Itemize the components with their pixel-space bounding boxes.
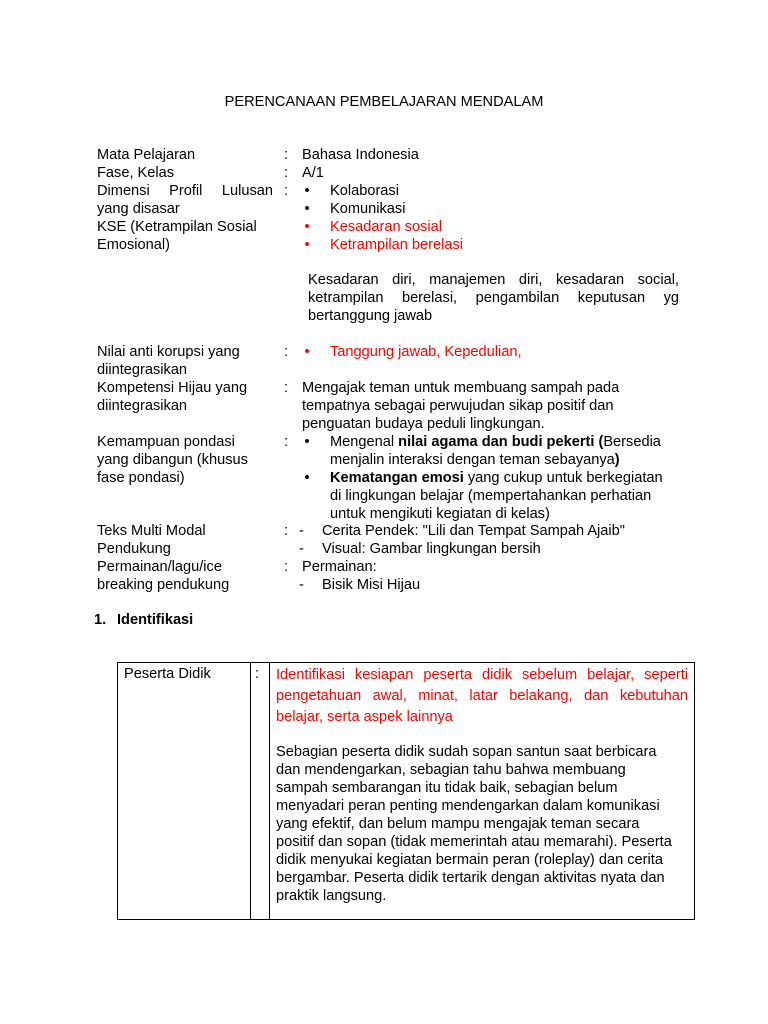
colon: : bbox=[284, 523, 289, 539]
kompetensi-line: Mengajak teman untuk membuang sampah pada bbox=[302, 380, 620, 396]
bullet-icon: • bbox=[304, 237, 310, 253]
dash: - bbox=[299, 577, 304, 593]
label-kemampuan-pondasi: Kemampuan pondasi bbox=[97, 434, 235, 450]
colon: : bbox=[284, 559, 289, 575]
label-permainan: Permainan/lagu/ice bbox=[97, 559, 222, 575]
table-body-line: sampah sembarangan itu tidak baik, sebagian belum bbox=[276, 780, 618, 796]
teks-item: Visual: Gambar lingkungan bersih bbox=[322, 541, 541, 557]
dimensi-item: Komunikasi bbox=[330, 201, 406, 217]
label-fase-kelas: Fase, Kelas bbox=[97, 165, 175, 181]
kse-paragraph: Kesadaran diri, manajemen diri, kesadaran social, ketrampilan berelasi, pengambilan keputusan yg bertanggung jawab bbox=[308, 272, 679, 324]
dash: - bbox=[299, 523, 304, 539]
table-body-line: dan mendengarkan, sebagian tahu bahwa membuang bbox=[276, 762, 626, 778]
table-body-line: yang efektif, dan belum mampu mengajak teman secara bbox=[276, 816, 640, 832]
pondasi-item-1-line2 bbox=[330, 451, 620, 469]
pondasi-item-2-rest: yang cukup untuk berkegiatan bbox=[463, 470, 663, 486]
table-divider bbox=[269, 663, 270, 919]
table-body-line: praktik langsung. bbox=[276, 888, 387, 904]
label-teks-multi-modal-2: Pendukung bbox=[97, 541, 171, 557]
table-body-line: positif dan sopan (tidak memerintah atau memarahi). Peserta bbox=[276, 834, 672, 850]
pondasi-item-1 bbox=[330, 433, 661, 451]
label-mata-pelajaran: Mata Pelajaran bbox=[97, 147, 196, 163]
colon: : bbox=[284, 344, 289, 360]
pondasi-item-1-bold: nilai agama dan budi pekerti ( bbox=[398, 434, 604, 450]
table-body-line: menyadari peran penting mendengarkan dalam komunikasi bbox=[276, 798, 660, 814]
label-kompetensi-hijau-2: diintegrasikan bbox=[97, 398, 188, 414]
label-kse-2: Emosional) bbox=[97, 237, 170, 253]
label-nilai-anti-korupsi-2: diintegrasikan bbox=[97, 362, 188, 378]
kompetensi-line: penguatan budaya peduli lingkungan. bbox=[302, 416, 545, 432]
label-teks-multi-modal: Teks Multi Modal bbox=[97, 523, 206, 539]
bullet-icon: • bbox=[304, 183, 310, 199]
pondasi-item-1-close: ) bbox=[614, 452, 620, 468]
label-nilai-anti-korupsi: Nilai anti korupsi yang bbox=[97, 344, 240, 360]
table-body-line: didik menyukai kegiatan bermain peran (roleplay) dan cerita bbox=[276, 852, 663, 868]
page-title: PERENCANAAN PEMBELAJARAN MENDALAM bbox=[224, 94, 544, 110]
pondasi-item-2-line3: untuk mengikuti kegiatan di kelas) bbox=[330, 506, 550, 522]
colon: : bbox=[284, 434, 289, 450]
kompetensi-line: tempatnya sebagai perwujudan sikap positif dan bbox=[302, 398, 614, 414]
bullet-icon: • bbox=[304, 344, 310, 360]
nilai-item: Tanggung jawab, Kepedulian, bbox=[330, 344, 522, 360]
table-red-text: Identifikasi kesiapan peserta didik sebelum belajar, seperti pengetahuan awal, minat, latar belakang, dan kebutuhan belajar, serta aspek lainnya bbox=[276, 667, 688, 725]
bullet-icon: • bbox=[304, 434, 310, 450]
label-kse: KSE (Ketrampilan Sosial bbox=[97, 219, 257, 235]
label-permainan-2: breaking pendukung bbox=[97, 577, 230, 593]
dash: - bbox=[299, 541, 304, 557]
pondasi-item-2-bold: Kematangan emosi bbox=[330, 470, 464, 486]
table-colon: : bbox=[255, 666, 260, 682]
label-dimensi-profil: Dimensi Profil Lulusan bbox=[97, 183, 273, 199]
pondasi-item-1-line2-text: menjalin interaksi dengan teman sebayanya bbox=[330, 452, 615, 468]
table-divider bbox=[250, 663, 251, 919]
permainan-item: Bisik Misi Hijau bbox=[322, 577, 421, 593]
teks-item: Cerita Pendek: "Lili dan Tempat Sampah Ajaib" bbox=[322, 523, 625, 539]
label-kemampuan-pondasi-3: fase pondasi) bbox=[97, 470, 185, 486]
bullet-icon: • bbox=[304, 470, 310, 486]
label-kemampuan-pondasi-2: yang dibangun (khusus bbox=[97, 452, 248, 468]
colon: : bbox=[284, 165, 289, 181]
section-number: 1. bbox=[94, 612, 107, 628]
value-permainan: Permainan: bbox=[302, 559, 377, 575]
pondasi-item-1-prefix: Mengenal bbox=[330, 434, 399, 450]
label-kompetensi-hijau: Kompetensi Hijau yang bbox=[97, 380, 248, 396]
identifikasi-table bbox=[117, 662, 695, 920]
bullet-icon: • bbox=[304, 219, 310, 235]
kse-item: Ketrampilan berelasi bbox=[330, 237, 464, 253]
table-label: Peserta Didik bbox=[124, 666, 211, 682]
section-heading: Identifikasi bbox=[117, 612, 194, 628]
colon: : bbox=[284, 380, 289, 396]
pondasi-item-2-line2: di lingkungan belajar (mempertahankan perhatian bbox=[330, 488, 652, 504]
label-dimensi-profil-2: yang disasar bbox=[97, 201, 180, 217]
pondasi-item-2 bbox=[330, 469, 663, 487]
table-body-line: bergambar. Peserta didik tertarik dengan aktivitas nyata dan bbox=[276, 870, 665, 886]
pondasi-item-1-rest: Bersedia bbox=[603, 434, 661, 450]
value-mata-pelajaran: Bahasa Indonesia bbox=[302, 147, 419, 163]
colon: : bbox=[284, 147, 289, 163]
colon: : bbox=[284, 183, 289, 199]
dimensi-item: Kolaborasi bbox=[330, 183, 399, 199]
table-body bbox=[276, 743, 672, 905]
table-body-line: Sebagian peserta didik sudah sopan santun saat berbicara bbox=[276, 744, 657, 760]
kse-item: Kesadaran sosial bbox=[330, 219, 442, 235]
value-fase-kelas: A/1 bbox=[302, 165, 324, 181]
bullet-icon: • bbox=[304, 201, 310, 217]
